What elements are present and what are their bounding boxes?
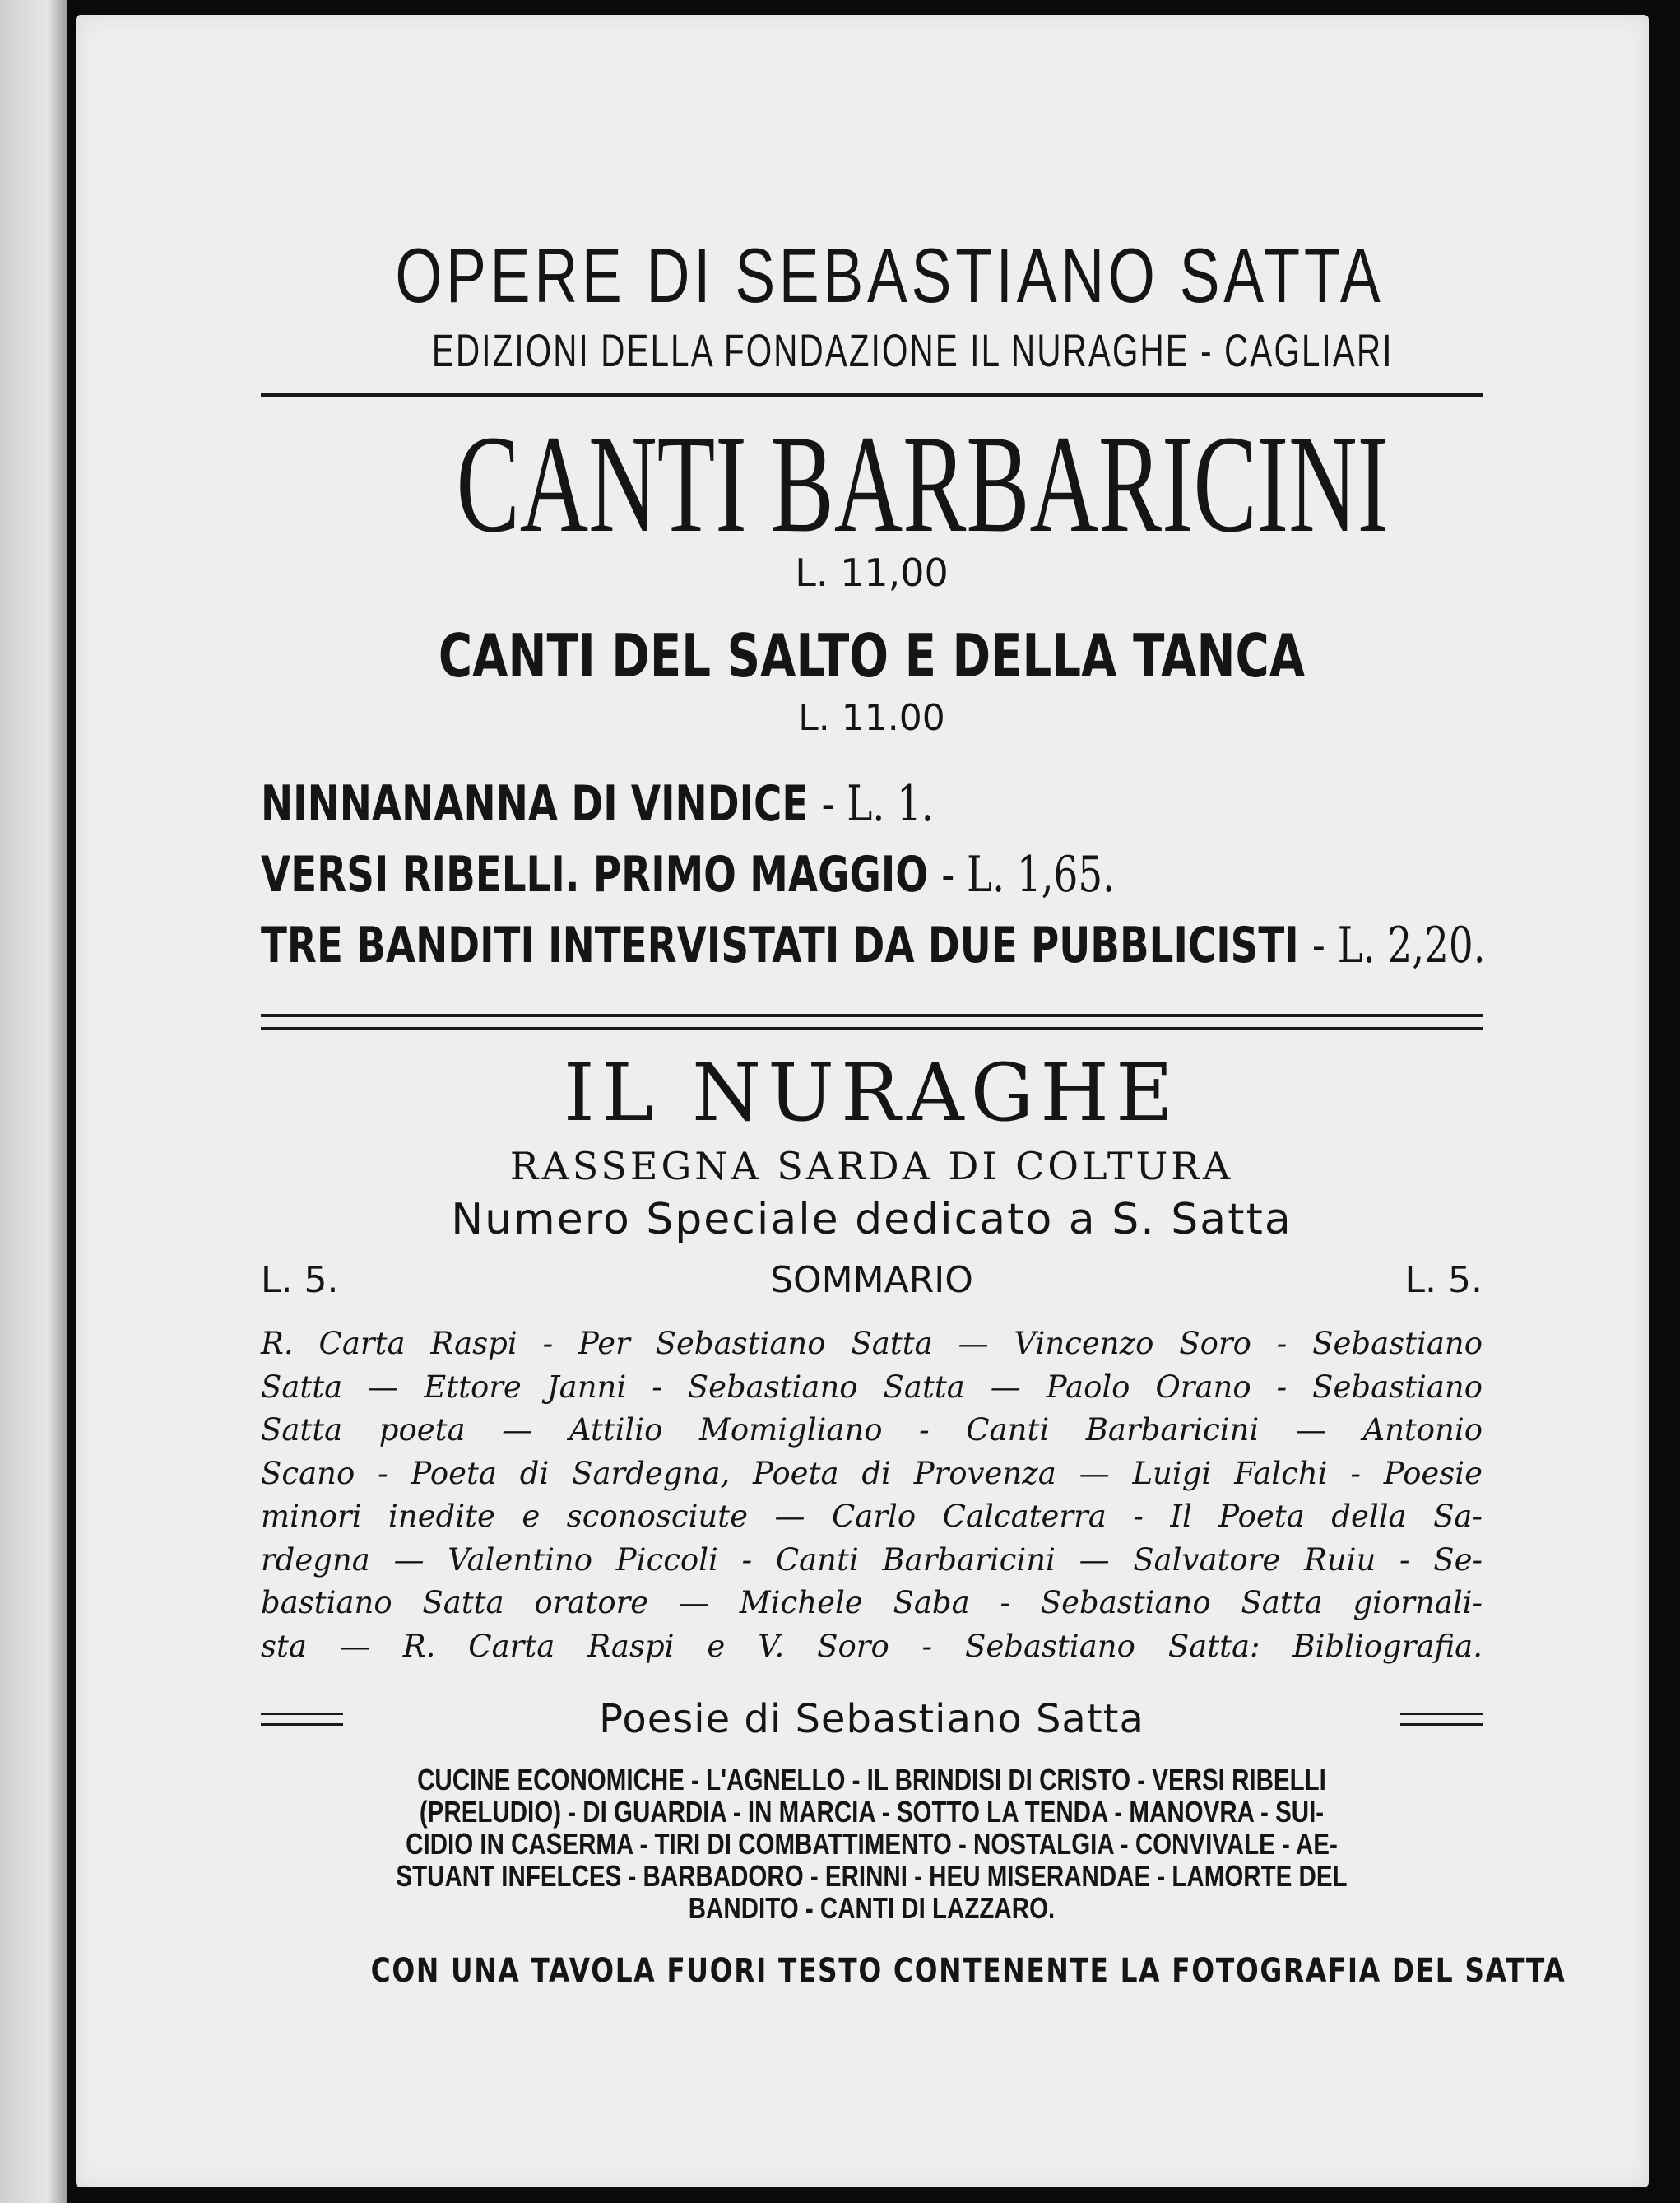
summary-line: Scano - Poeta di Sardegna, Poeta di Provenza — Luigi Falchi - Poesie — [261, 1455, 1483, 1491]
list-item — [261, 769, 1214, 839]
price-right: L. 5. — [1404, 1259, 1483, 1301]
publisher-line: EDIZIONI DELLA FONDAZIONE IL NURAGHE - CAGLIARI — [431, 324, 1394, 376]
magazine-header — [261, 1047, 1483, 1244]
ornament-dashes-right — [1400, 1704, 1483, 1734]
summary-line: sta — R. Carta Raspi e V. Soro - Sebastiano Satta: Bibliografia. — [261, 1628, 1483, 1664]
summary-line: Satta poeta — Attilio Momigliano - Canti Barbaricini — Antonio — [261, 1412, 1483, 1448]
poems-heading-row — [261, 1696, 1483, 1742]
plate-note: CON UNA TAVOLA FUORI TESTO CONTENENTE LA FOTOGRAFIA DEL SATTA — [370, 1952, 1566, 1990]
page-content — [261, 232, 1566, 1990]
book-spine — [0, 0, 67, 2203]
work-title: NINNANANNA DI VINDICE — [261, 775, 809, 833]
second-book-title: CANTI DEL SALTO E DELLA TANCA — [438, 621, 1306, 690]
sommario-heading: SOMMARIO — [770, 1259, 973, 1301]
poems-line: BANDITO - CANTI DI LAZZARO. — [688, 1891, 1056, 1925]
work-title: TRE BANDITI INTERVISTATI DA DUE PUBBLICISTI — [261, 917, 1299, 974]
section-double-rule — [261, 1014, 1483, 1030]
poems-line: CUCINE ECONOMICHE - L'AGNELLO - IL BRINDISI DI CRISTO - VERSI RIBELLI — [417, 1763, 1326, 1796]
poems-line: (PRELUDIO) - DI GUARDIA - IN MARCIA - SOTTO LA TENDA - MANOVRA - SUI- — [419, 1795, 1325, 1829]
series-header — [261, 232, 1483, 376]
rule-line — [261, 1014, 1483, 1017]
ornament-dashes-left — [261, 1704, 343, 1734]
work-price: - L. 2,20. — [1311, 917, 1486, 974]
main-book-title: CANTI BARBARICINI — [456, 407, 1390, 561]
summary-line: minori inedite e sconosciute — Carlo Calcaterra - Il Poeta della Sa- — [261, 1499, 1483, 1534]
special-issue-line: Numero Speciale dedicato a S. Satta — [451, 1195, 1292, 1244]
work-price: - L. 1,65. — [941, 846, 1115, 904]
main-book-price: L. 11,00 — [795, 551, 949, 595]
poems-heading: Poesie di Sebastiano Satta — [599, 1696, 1144, 1742]
second-book-price: L. 11.00 — [798, 697, 945, 739]
summary-line: bastiano Satta oratore — Michele Saba - Sebastiano Satta giornali- — [261, 1585, 1483, 1620]
poems-list — [261, 1764, 1483, 1924]
work-price: - L. 1. — [821, 775, 934, 833]
magazine-title: IL NURAGHE — [563, 1047, 1181, 1139]
summary-text — [261, 1322, 1483, 1668]
summary-line: Satta — Ettore Janni - Sebastiano Satta — Paolo Orano - Sebastiano — [261, 1369, 1483, 1405]
sommario-row — [261, 1259, 1483, 1301]
book-canti-del-salto — [261, 621, 1483, 739]
summary-line: R. Carta Raspi - Per Sebastiano Satta — Vincenzo Soro - Sebastiano — [261, 1326, 1483, 1361]
list-item — [261, 839, 1214, 910]
book-canti-barbaricini — [261, 407, 1483, 595]
price-left: L. 5. — [261, 1259, 339, 1301]
poems-line: STUANT INFELCES - BARBADORO - ERINNI - HEU MISERANDAE - LAMORTE DEL — [396, 1859, 1348, 1893]
rule-line — [261, 1027, 1483, 1030]
work-title: VERSI RIBELLI. PRIMO MAGGIO — [261, 846, 929, 904]
other-works-list — [261, 769, 1486, 981]
summary-line: rdegna — Valentino Piccoli - Canti Barbaricini — Salvatore Ruiu - Se- — [261, 1541, 1483, 1578]
magazine-subtitle: RASSEGNA SARDA DI COLTURA — [509, 1144, 1234, 1188]
document-page — [76, 15, 1649, 2187]
list-item — [261, 910, 1486, 981]
header-divider — [261, 393, 1483, 397]
poems-line: CIDIO IN CASERMA - TIRI DI COMBATTIMENTO - NOSTALGIA - CONVIVALE - AE- — [406, 1827, 1338, 1861]
series-title: OPERE DI SEBASTIANO SATTA — [395, 232, 1385, 318]
